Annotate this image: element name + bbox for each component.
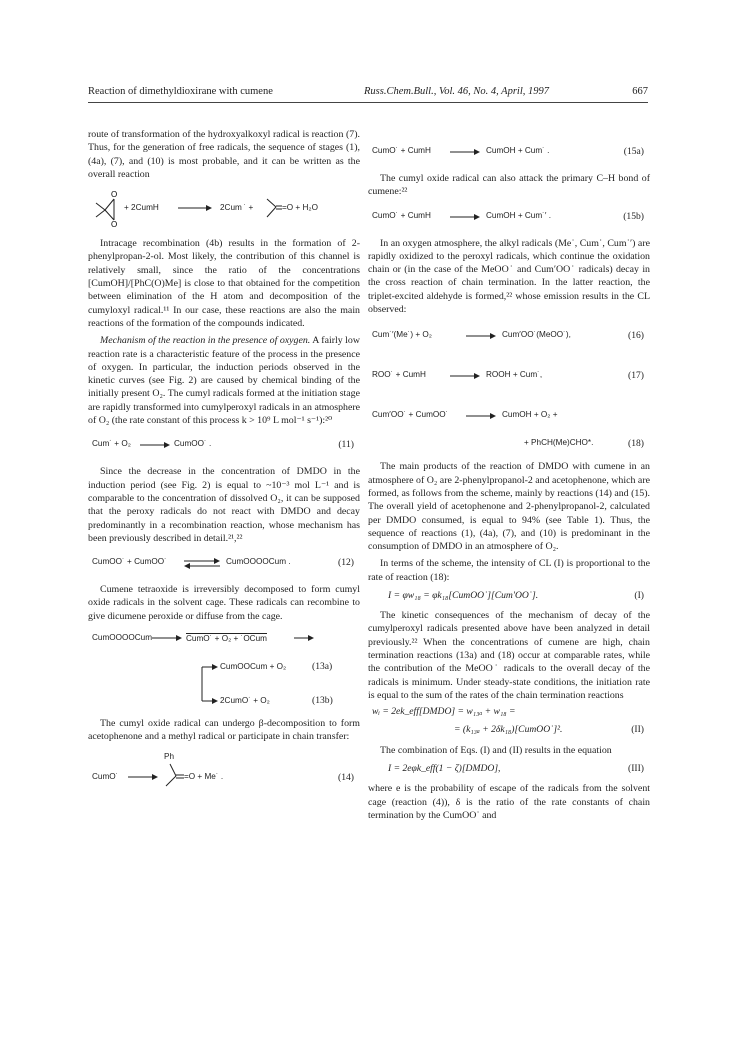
paragraph: In an oxygen atmosphere, the alkyl radicals (Me˙, Cum˙, Cum˙′) are rapidly oxidized to the peroxyl radicals, which continue the oxidation chain or (in the case of the MeOO˙ and Cum′OO˙ radicals) decay in the cross reaction of chain termination. In the latter reaction, the triplet-excited aldehyde is formed,²² whose emission results in the CL observed: — [368, 237, 650, 316]
reaction-arrow-icon — [466, 333, 496, 339]
equation-number: (13b) — [312, 695, 333, 707]
paragraph-text: A fairly low reaction rate is a characteristic feature of the process in the presence of oxygen. In particular, the induction periods observed in the kinetic curves (see Fig. 2) are caused by chemical binding of the initially present O₂. The cumyl radicals formed at the initiation stage are rapidly transformed into cumylperoxyl radicals in an atmosphere of O₂ (the rate constant of this process k > 10⁹ L mol⁻¹ s⁻¹):²⁰ — [88, 335, 360, 427]
equation-number: (16) — [628, 330, 644, 342]
equation-branch-a: CumOOCum + O₂ — [220, 662, 287, 672]
equation-rhs: CumOOOOCum . — [226, 557, 291, 567]
equation-11 — [88, 433, 360, 459]
equation-number: (18) — [628, 438, 644, 450]
equation-cage: CumO˙ + O₂ + ˙OCum — [186, 634, 267, 644]
section-title: Mechanism of the reaction in the presence of oxygen. — [100, 335, 311, 347]
equation-15b — [368, 205, 650, 231]
paragraph: Intracage recombination (4b) results in the formation of 2-phenylpropan-2-ol. Most likely, the contribution of this channel is relatively small, since the ratio of the concentrations [CumOH]/[PhC(O)Me] is close to that obtained for the competition between elimination of the H atom and decomposition of the cumyloxyl radical.¹¹ In our case, these reactions are also the main reactions of the formation of the compounds indicated. — [88, 238, 360, 329]
paragraph: The combination of Eqs. (I) and (II) results in the equation — [380, 745, 612, 757]
equation-number: (11) — [338, 439, 354, 451]
equation-text-continued: = (k₁₃ₐ + 2δk₁₈)[CumOO˙]². — [454, 724, 563, 736]
equation-text: wᵢ = 2ek_eff[DMDO] = w₁₃ₐ + w₁₈ = — [372, 706, 516, 718]
running-header — [88, 84, 648, 103]
equation-rhs: CumOH + Cum˙′ . — [486, 210, 551, 220]
equation-14 — [88, 750, 360, 792]
paragraph: Since the decrease in the concentration of DMDO in the induction period (see Fig. 2) is equal to ~10⁻³ mol L⁻¹ and is comparable to the concentration of dissolved O₂, it can be supposed that the peroxy radicals do not react with DMDO and decay predominantly in a recombination reaction, whose mechanism has been previously described in detail.²¹,²² — [88, 466, 360, 544]
equation-17 — [368, 364, 650, 390]
reaction-arrow-icon — [152, 635, 182, 641]
equation-rhs: Cum′OO˙(MeOO˙), — [502, 330, 571, 340]
equation-text: I = φw₁₈ = φk₁₈[CumOO˙][Cum′OO˙]. — [388, 590, 539, 602]
equation-rhs: CumOO˙ . — [174, 439, 212, 449]
equation-16 — [368, 324, 650, 350]
equation-number: (13a) — [312, 661, 333, 673]
header-journal: Russ.Chem.Bull., Vol. 46, No. 4, April, 1997 — [364, 86, 550, 97]
right-column — [368, 128, 650, 826]
phenyl-label: Ph — [164, 751, 175, 761]
equation-18 — [368, 404, 650, 450]
svg-text:O: O — [111, 220, 118, 230]
paragraph: where e is the probability of escape of the radicals from the solvent cage (reaction (4)), δ is the ratio of the rate constants of chain termination by the CumOO˙ and — [368, 783, 650, 822]
equation-rhs: ROOH + Cum˙, — [486, 370, 543, 380]
equation-number: (12) — [338, 557, 354, 569]
equation-number: (14) — [338, 771, 354, 783]
equation-12 — [88, 551, 360, 577]
equation-13 — [88, 629, 360, 707]
equation-number: (15b) — [623, 210, 644, 222]
equation-lhs: CumO˙ — [92, 771, 119, 781]
reaction-arrow-icon — [450, 149, 480, 155]
equation-number: (III) — [628, 763, 644, 775]
dioxirane-structure — [94, 189, 124, 229]
reaction-arrow-icon — [450, 214, 480, 220]
branch-arrows-icon — [200, 663, 218, 705]
paragraph: Cumene tetraoxide is irreversibly decomposed to form cumyl oxide radicals in the solvent cage. These radicals can recombine to give dicumene peroxide or diffuse from the cage. — [88, 584, 360, 622]
equation-lhs: Cum˙′(Me˙) + O₂ — [372, 330, 432, 340]
equation-III — [368, 761, 650, 779]
equation-lhs: CumO˙ + CumH — [372, 146, 431, 155]
equation-lhs: CumOO˙ + CumOO˙ — [92, 557, 167, 567]
paragraph: The cumyl oxide radical can undergo β-decomposition to form acetophenone and a methyl radical or participate in chain transfer: — [88, 718, 360, 743]
reaction-arrow-icon — [294, 635, 314, 641]
equation-branch-b: 2CumO˙ + O₂ — [220, 696, 270, 706]
equation-rhs: 2Cum ˙ + — [220, 203, 254, 213]
equation-number: (I) — [634, 590, 644, 602]
paragraph: In terms of the scheme, the intensity of CL (I) is proportional to the rate of reaction (18): — [368, 558, 650, 583]
equation-tail: =O + H₂O — [282, 203, 318, 213]
paragraph — [88, 334, 360, 427]
equation-lhs: CumO˙ + CumH — [372, 210, 431, 220]
equation-lhs: CumOOOOCum — [92, 633, 153, 643]
equation-number: (II) — [631, 724, 644, 736]
equation-rhs-continued: + PhCH(Me)CHO*. — [524, 438, 594, 448]
equation-number: (15a) — [623, 146, 644, 157]
equation-rhs: CumOH + O₂ + — [502, 410, 558, 420]
reaction-arrow-icon — [140, 442, 170, 448]
reaction-arrow-icon — [450, 373, 480, 379]
equilibrium-arrow-icon — [184, 557, 220, 569]
equation-rhs: =O + Me˙ . — [184, 771, 224, 781]
equation-text: I = 2eφk_eff(1 − ζ)[DMDO], — [388, 763, 501, 775]
paragraph: The main products of the reaction of DMDO with cumene in an atmosphere of O₂ are 2-phenylpropanol-2 and acetophenone, which are formed, as follows from the scheme, mainly by reactions (14) and (15). The overall yield of acetophenone and 2-phenylpropanol-2, calculated per DMDO consumed, is equal to 94% (see Table 1). Thus, the sequence of reactions (1), (4a), (7), and (10) is predominant in the consumption of DMDO in an atmosphere of O₂. — [368, 461, 650, 553]
paragraph: The kinetic consequences of the mechanism of decay of the cumylperoxyl radicals presented above have been analyzed in detail previously.²² When the concentrations of cumene are high, chain termination reactions (13a) and (18) occur at comparable rates, while the contribution of the MeOO˙ radicals to the overall decay of the radicals is minimum. Under steady-state conditions, the initiation rate is equal to the sum of the rates of the chain termination reactions — [368, 610, 650, 701]
equation-lhs: ROO˙ + CumH — [372, 370, 426, 380]
reaction-arrow-icon — [178, 205, 212, 211]
page-number: 667 — [632, 86, 648, 97]
reaction-arrow-icon — [128, 774, 158, 780]
header-title: Reaction of dimethyldioxirane with cumene — [88, 86, 273, 97]
svg-text:O: O — [111, 190, 118, 200]
equation-overall — [88, 187, 360, 231]
equation-I — [368, 588, 650, 606]
paragraph: The cumyl oxide radical can also attack the primary C–H bond of cumene:²² — [368, 173, 650, 198]
left-column — [88, 128, 360, 798]
equation-lhs: + 2CumH — [124, 203, 159, 213]
reaction-arrow-icon — [466, 413, 496, 419]
acetophenone-structure — [164, 762, 184, 790]
equation-II — [368, 706, 650, 740]
acetone-structure — [266, 197, 282, 219]
equation-rhs: CumOH + Cum˙ . — [486, 146, 550, 155]
equation-lhs: Cum′OO˙ + CumOO˙ — [372, 410, 449, 420]
equation-number: (17) — [628, 370, 644, 382]
equation-lhs: Cum˙ + O₂ — [92, 439, 131, 449]
paragraph: route of transformation of the hydroxyalkoxyl radical is reaction (7). Thus, for the generation of free radicals, the sequence of stages (1), (4a), (7), and (10) is most probable, and it can be written as the overall reaction — [88, 129, 360, 180]
equation-15a — [368, 140, 650, 166]
